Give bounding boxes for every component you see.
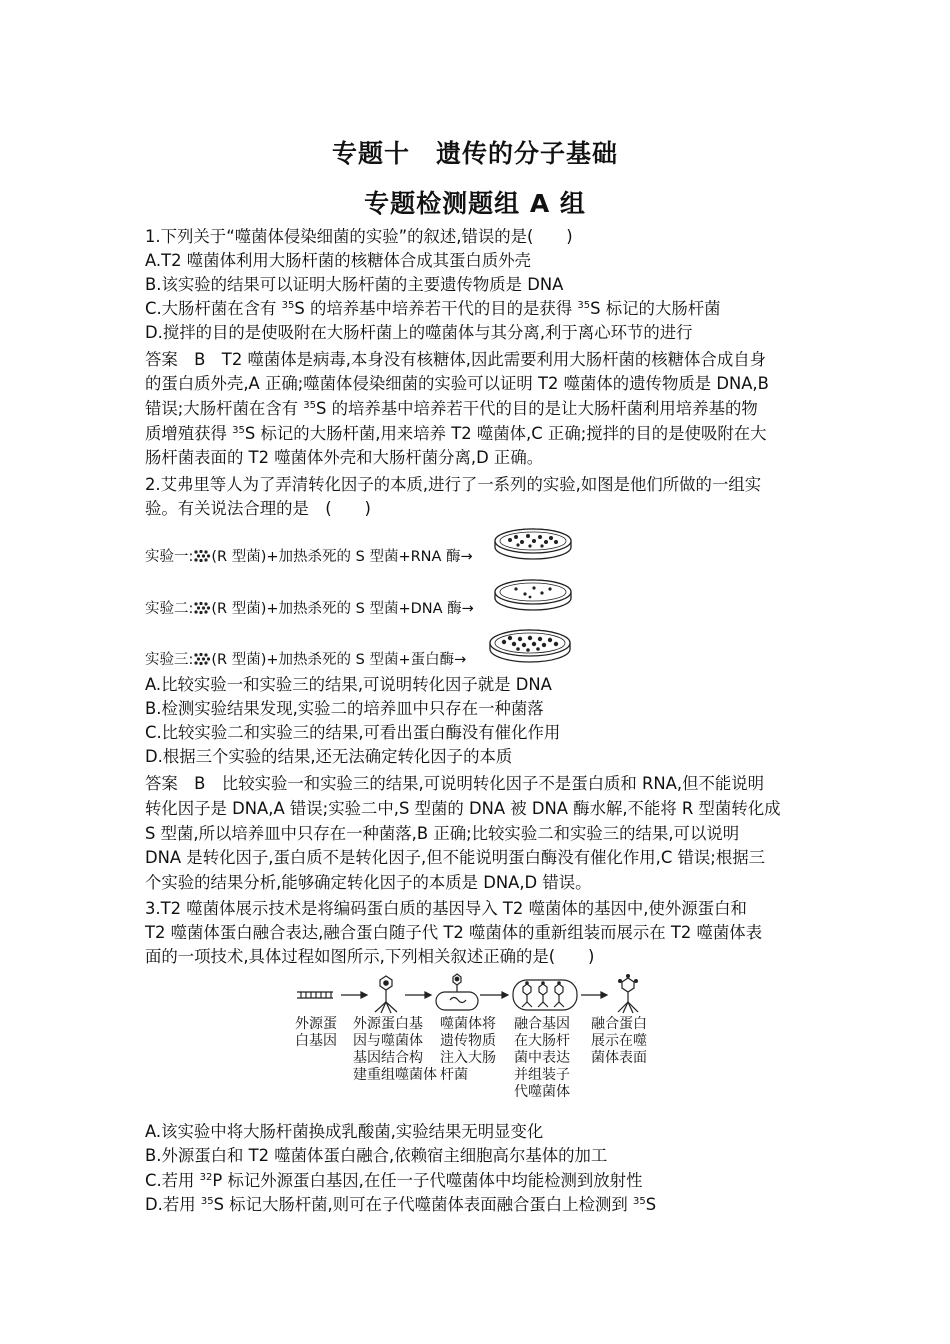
q2-stem-line-2: 验。有关说法合理的是 ( ) xyxy=(145,499,371,518)
q1-stem: 1.下列关于“噬菌体侵染细菌的实验”的叙述,错误的是( ) xyxy=(145,227,573,246)
r-bacteria-icon xyxy=(193,601,211,615)
chapter-title: 专题十 遗传的分子基础 xyxy=(331,139,618,168)
caption-step-4: 融合基因 在大肠杆 菌中表达 并组装子 代噬菌体 xyxy=(514,1016,570,1100)
experiment-1-label: 实验一: (R 型菌)+加热杀死的 S 型菌+RNA 酶→ xyxy=(145,549,473,565)
bacterium-icon xyxy=(436,974,478,1010)
experiment-3-label: 实验三: (R 型菌)+加热杀死的 S 型菌+蛋白酶→ xyxy=(145,652,467,668)
petri-dish-3 xyxy=(486,624,574,666)
caption-step-5: 融合蛋白 展示在噬 菌体表面 xyxy=(591,1016,647,1066)
q1-answer-line-3: 错误;大肠杆菌在含有 $^{35}$S 的培养基中培养若干代的目的是让大肠杆菌利用培养基的物 xyxy=(145,399,758,418)
q2-option-b: B.检测实验结果发现,实验二的培养皿中只存在一种菌落 xyxy=(145,699,544,718)
petri-dish-1 xyxy=(492,523,574,563)
q2-stem-line-1: 2.艾弗里等人为了弄清转化因子的本质,进行了一系列的实验,如图是他们所做的一组实 xyxy=(145,475,762,494)
petri-dish-2 xyxy=(492,574,574,614)
r-bacteria-icon xyxy=(193,549,211,563)
q1-answer-line-2: 的蛋白质外壳,A 正确;噬菌体侵染细菌的实验可以证明 T2 噬菌体的遗传物质是 DNA,B xyxy=(145,374,769,393)
q2-answer-line-4: DNA 是转化因子,蛋白质不是转化因子,但不能说明蛋白酶没有催化作用,C 错误;根据三 xyxy=(145,848,766,867)
q2-answer-line-5: 个实验的结果分析,能够确定转化因子的本质是 DNA,D 错误。 xyxy=(145,873,592,892)
caption-step-2: 外源蛋白基 因与噬菌体 基因结合构 建重组噬菌体 xyxy=(353,1016,437,1083)
section-title: 专题检测题组 A 组 xyxy=(364,189,586,218)
q2-option-a: A.比较实验一和实验三的结果,可说明转化因子就是 DNA xyxy=(145,675,552,694)
r-bacteria-icon xyxy=(193,652,211,666)
q2-answer-line-1: 答案 B 比较实验一和实验三的结果,可说明转化因子不是蛋白质和 RNA,但不能说明 xyxy=(145,774,765,793)
q1-option-a: A.T2 噬菌体利用大肠杆菌的核糖体合成其蛋白质外壳 xyxy=(145,251,531,270)
q3-stem-line-2: T2 噬菌体蛋白融合表达,融合蛋白随子代 T2 噬菌体的重新组装而展示在 T2 噬菌体表 xyxy=(145,923,763,942)
caption-step-3: 噬菌体将 遗传物质 注入大肠 杆菌 xyxy=(440,1016,496,1083)
phage-icon xyxy=(375,976,397,1013)
q3-option-b: B.外源蛋白和 T2 噬菌体蛋白融合,依赖宿主细胞高尔基体的加工 xyxy=(145,1146,608,1165)
q3-option-d: D.若用 $^{35}$S 标记大肠杆菌,则可在子代噬菌体表面融合蛋白上检测到 $^{35}$S xyxy=(145,1195,657,1214)
dna-segment-icon xyxy=(297,992,333,998)
q1-option-c: C.大肠杆菌在含有 $^{35}$S 的培养基中培养若干代的目的是获得 $^{35}$S 标记的大肠杆菌 xyxy=(145,299,721,318)
experiment-2-label: 实验二: (R 型菌)+加热杀死的 S 型菌+DNA 酶→ xyxy=(145,601,474,617)
phage-display-diagram xyxy=(295,972,665,1112)
display-phage-icon xyxy=(618,974,638,1013)
q1-answer-line-4: 质增殖获得 $^{35}$S 标记的大肠杆菌,用来培养 T2 噬菌体,C 正确;搅拌的目的是使吸附在大 xyxy=(145,424,767,443)
q1-option-b: B.该实验的结果可以证明大肠杆菌的主要遗传物质是 DNA xyxy=(145,275,564,294)
q2-answer-line-3: S 型菌,所以培养皿中只存在一种菌落,B 正确;比较实验二和实验三的结果,可以说明 xyxy=(145,824,740,843)
q1-answer-line-1: 答案 B T2 噬菌体是病毒,本身没有核糖体,因此需要利用大肠杆菌的核糖体合成自身 xyxy=(145,350,766,369)
q3-option-c: C.若用 $^{32}$P 标记外源蛋白基因,在任一子代噬菌体中均能检测到放射性 xyxy=(145,1171,643,1190)
caption-step-1: 外源蛋 白基因 xyxy=(295,1016,337,1049)
q1-option-d: D.搅拌的目的是使吸附在大肠杆菌上的噬菌体与其分离,利于离心环节的进行 xyxy=(145,323,693,342)
q3-option-a: A.该实验中将大肠杆菌换成乳酸菌,实验结果无明显变化 xyxy=(145,1122,544,1141)
q1-answer-line-5: 肠杆菌表面的 T2 噬菌体外壳和大肠杆菌分离,D 正确。 xyxy=(145,448,544,467)
bacterium-with-phages-icon xyxy=(513,980,577,1010)
q2-answer-line-2: 转化因子是 DNA,A 错误;实验二中,S 型菌的 DNA 被 DNA 酶水解,不能将 R 型菌转化成 xyxy=(145,799,781,818)
phage-process-drawing xyxy=(295,972,665,1014)
q3-stem-line-1: 3.T2 噬菌体展示技术是将编码蛋白质的基因导入 T2 噬菌体的基因中,使外源蛋白和 xyxy=(145,899,747,918)
q2-option-d: D.根据三个实验的结果,还无法确定转化因子的本质 xyxy=(145,747,513,766)
q3-stem-line-3: 面的一项技术,具体过程如图所示,下列相关叙述正确的是( ) xyxy=(145,947,595,966)
q2-option-c: C.比较实验二和实验三的结果,可看出蛋白酶没有催化作用 xyxy=(145,723,561,742)
